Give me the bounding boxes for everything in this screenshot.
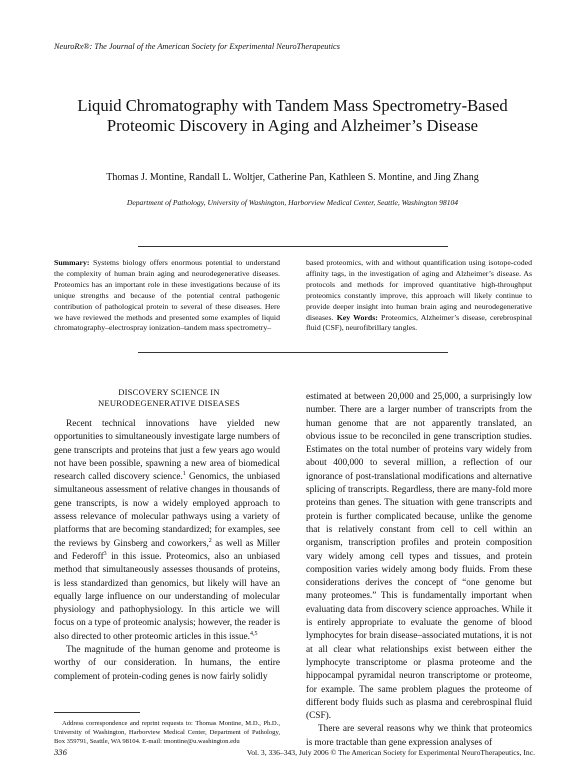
text-run: as well as Miller and Federoff	[54, 538, 281, 562]
page-number: 336	[54, 747, 67, 757]
reference-marker: 1	[182, 471, 186, 478]
summary-text-right: based proteomics, with and without quantification using isotope-coded affinity tags, in the investigation of aging and Alzheimer’s disease. As protocols and methods for improved quantitative high-throughput proteomics constantly improve, this approach will likely continue to provide deeper insight into human brain aging and neurodegenerative diseases.	[306, 258, 532, 322]
body-right-column	[306, 391, 532, 750]
journal-header: NeuroRx®: The Journal of the American Society for Experimental NeuroTherapeutics	[54, 42, 340, 51]
footnote-rule	[54, 712, 140, 713]
correspondence-footnote: Address correspondence and reprint requests to: Thomas Montine, M.D., Ph.D., University of Washington, Harborview Medical Center, Department of Pathology, Box 359791, Seattle, WA 98104. E-mail: tmontine@u.washington.edu	[54, 720, 280, 746]
text-run: Genomics, the unbiased simultaneous assessment of relative changes in thousands of gene transcripts, is now a widely employed approach to assess relevance of molecular pathways using a variety of platforms that are becoming standardized; for examples, see the reviews by Ginsberg and coworkers,	[54, 472, 280, 549]
left-paragraph-1	[54, 418, 280, 644]
title-line-1: Liquid Chromatography with Tandem Mass Spectrometry-Based	[77, 96, 508, 115]
reference-marker: 3	[103, 550, 107, 557]
abstract-left-column	[54, 258, 280, 334]
left-paragraph-2: The magnitude of the human genome and proteome is worthy of our consideration. In humans, the entire complement of protein-coding genes is now fairly solidly	[54, 645, 280, 682]
section-heading-line-2: NEURODEGENERATIVE DISEASES	[98, 398, 240, 408]
text-run: Recent technical innovations have yielded new opportunities to simultaneously investigate large numbers of gene transcripts and proteins that just a few years ago would not have been possible, spawning a new area of biomedical research called discovery science.	[54, 419, 280, 483]
abstract-top-rule	[138, 246, 448, 247]
summary-text-left: Systems biology offers enormous potential to understand the complexity of human brain aging and neurodegenerative diseases. Proteomics has an important role in these investigations because of its unique strengths and because of the potential central pathogenic contribution of pathological protein to several of these diseases. Here we have reviewed the methods and presented some examples of liquid chromatography–electrospray ionization–tandem mass spectrometry–	[54, 258, 280, 333]
right-paragraph-1: estimated at between 20,000 and 25,000, a surprisingly low number. There are a larger number of transcripts from the human genome that are not apparently translated, an obvious issue to be reconciled in gene transcription studies. Estimates on the total number of proteins vary widely from about 400,000 to several million, a reflection of our ignorance of post-translational modifications and alternative splicing of transcripts. Regardless, there are many-fold more proteins than genes. The situation with gene transcripts and protein is further complicated because, unlike the genome that is relatively constant from cell to cell within an organism, transcription profiles and protein composition vary widely among cell types and tissues, and protein composition varies widely among body fluids. From these considerations derives the concept of “one genome but many proteomes.” This is fundamentally important when evaluating data from discovery science approaches. While it is entirely appropriate to evaluate the genome of blood lymphocytes for brain disease–associated mutations, it is not at all clear what relationships exist between either the lymphocyte transcriptome or plasma proteome and the hippocampal pyramidal neuron transcriptome or proteome, for example. The same problem plagues the proteome of different body fluids such as plasma and cerebrospinal fluid (CSF).	[306, 392, 532, 722]
reference-marker: 4,5	[249, 630, 258, 637]
summary-label: Summary:	[54, 258, 90, 267]
keywords-text: Proteomics, Alzheimer’s disease, cerebrospinal fluid (CSF), neurofibrillary tangles.	[306, 312, 533, 333]
abstract-right-column	[306, 258, 532, 334]
keywords-label: Key Words:	[336, 312, 378, 322]
reference-marker: 2	[208, 537, 212, 544]
text-run: in this issue. Proteomics, also an unbiased method that simultaneously assesses thousands of proteins, is less standardized than genomics, but likely will have an equally large influence on our understanding of molecular physiology and pathophysiology. In this article we will focus on a type of proteomic analysis; however, the reader is also directed to other proteomic articles in this issue.	[54, 551, 280, 642]
body-left-column	[54, 418, 280, 684]
section-heading	[54, 387, 284, 409]
title-line-2: Proteomic Discovery in Aging and Alzheimer’s Disease	[106, 116, 479, 135]
right-paragraph-2: There are several reasons why we think that proteomics is more tractable than gene expression analyses of	[306, 724, 532, 748]
author-list: Thomas J. Montine, Randall L. Woltjer, Catherine Pan, Kathleen S. Montine, and Jing Zhang	[106, 172, 479, 183]
section-heading-line-1: DISCOVERY SCIENCE IN	[118, 387, 220, 397]
article-title	[40, 96, 545, 136]
abstract-bottom-rule	[138, 352, 448, 353]
affiliation: Department of Pathology, University of Washington, Harborview Medical Center, Seattle, Washington 98104	[126, 198, 459, 207]
footer-citation: Vol. 3, 336–343, July 2006 © The American Society for Experimental NeuroTherapeutics, Inc.	[246, 748, 535, 757]
